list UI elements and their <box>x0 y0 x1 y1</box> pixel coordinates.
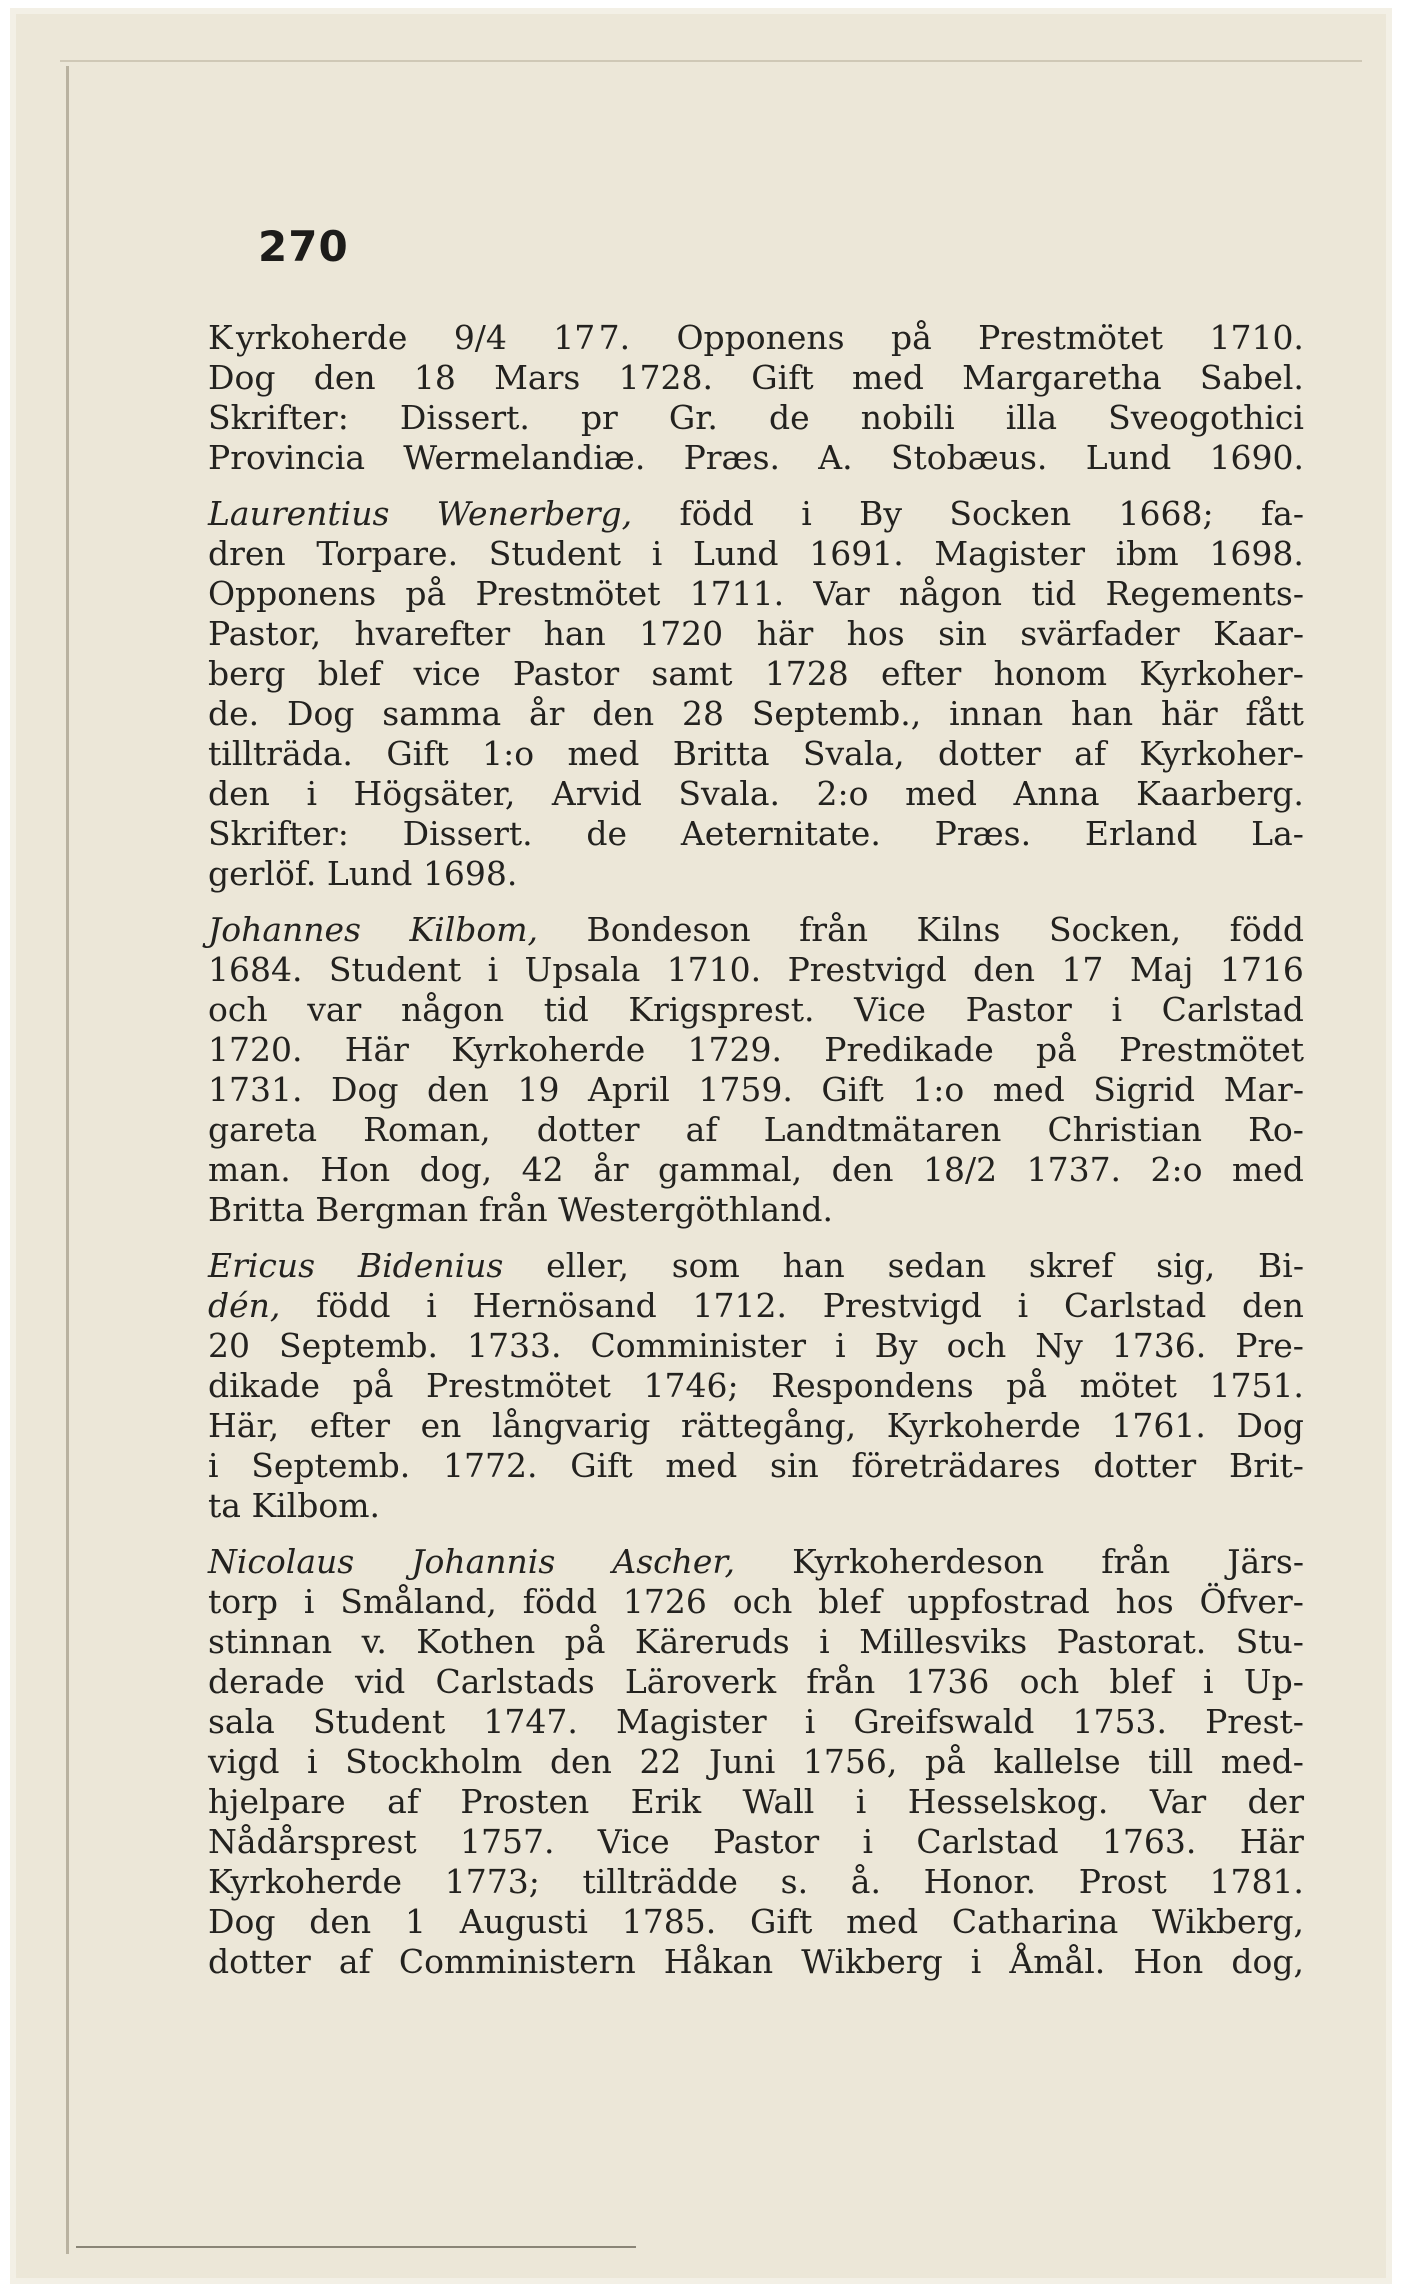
text-line: Nådårsprest 1757. Vice Pastor i Carlstad 1763. Här <box>208 1822 1304 1861</box>
text-line: 1720. Här Kyrkoherde 1729. Predikade på Prestmötet <box>208 1030 1304 1069</box>
text-line: stinnan v. Kothen på Käreruds i Millesviks Pastorat. Stu- <box>208 1622 1304 1661</box>
text-line: K yrkoherde 9/4 17 7. Opponens på Prestmötet 1710. <box>208 318 1304 357</box>
text-line: Skrifter: Dissert. de Aeternitate. Præs. Erland La- <box>208 814 1304 853</box>
text-line: Pastor, hvarefter han 1720 här hos sin svärfader Kaar- <box>208 614 1304 653</box>
text-line: i Septemb. 1772. Gift med sin företrädares dotter Brit- <box>208 1446 1304 1485</box>
text-line: Ericus Bidenius eller, som han sedan skref sig, Bi- <box>208 1246 1304 1285</box>
text-line: Dog den 1 Augusti 1785. Gift med Catharina Wikberg, <box>208 1902 1304 1941</box>
text-line: tillträda. Gift 1:o med Britta Svala, dotter af Kyrkoher- <box>208 734 1304 773</box>
text-line: 1731. Dog den 19 April 1759. Gift 1:o med Sigrid Mar- <box>208 1070 1304 1109</box>
text-line: de. Dog samma år den 28 Septemb., innan han här fått <box>208 694 1304 733</box>
text-line: dikade på Prestmötet 1746; Respondens på mötet 1751. <box>208 1366 1304 1405</box>
text-line: gareta Roman, dotter af Landtmätaren Christian Ro- <box>208 1110 1304 1149</box>
text-line: Dog den 18 Mars 1728. Gift med Margaretha Sabel. <box>208 358 1304 397</box>
text-line: Nicolaus Johannis Ascher, Kyrkoherdeson från Järs- <box>208 1542 1304 1581</box>
text-line: man. Hon dog, 42 år gammal, den 18/2 1737. 2:o med <box>208 1150 1304 1189</box>
text-line: och var någon tid Krigsprest. Vice Pastor i Carlstad <box>208 990 1304 1029</box>
text-line: Skrifter: Dissert. pr Gr. de nobili illa Sveogothici <box>208 398 1304 437</box>
page-top-edge <box>60 60 1362 62</box>
text-line: Kyrkoherde 1773; tillträdde s. å. Honor. Prost 1781. <box>208 1862 1304 1901</box>
text-line: gerlöf. Lund 1698. <box>208 854 518 893</box>
text-line: 1684. Student i Upsala 1710. Prestvigd den 17 Maj 1716 <box>208 950 1304 989</box>
text-line: derade vid Carlstads Läroverk från 1736 och blef i Up- <box>208 1662 1304 1701</box>
body-text <box>208 318 1304 1982</box>
text-line: Opponens på Prestmötet 1711. Var någon tid Regements- <box>208 574 1304 613</box>
text-line: den i Högsäter, Arvid Svala. 2:o med Anna Kaarberg. <box>208 774 1304 813</box>
text-line: vigd i Stockholm den 22 Juni 1756, på kallelse till med- <box>208 1742 1304 1781</box>
page-number: 270 <box>258 222 349 271</box>
text-line: dén, född i Hernösand 1712. Prestvigd i Carlstad den <box>208 1286 1304 1325</box>
text-line: Laurentius Wenerberg, född i By Socken 1668; fa- <box>208 494 1304 533</box>
text-line: 20 Septemb. 1733. Comminister i By och Ny 1736. Pre- <box>208 1326 1304 1365</box>
page-left-edge <box>66 66 69 2254</box>
text-line: ta Kilbom. <box>208 1486 380 1525</box>
text-line: hjelpare af Prosten Erik Wall i Hesselskog. Var der <box>208 1782 1304 1821</box>
page-bottom-rule <box>76 2246 636 2248</box>
text-line: berg blef vice Pastor samt 1728 efter honom Kyrkoher- <box>208 654 1304 693</box>
text-line: torp i Småland, född 1726 och blef uppfostrad hos Öfver- <box>208 1582 1304 1621</box>
text-line: Här, efter en långvarig rättegång, Kyrkoherde 1761. Dog <box>208 1406 1304 1445</box>
text-line: dotter af Comministern Håkan Wikberg i Åmål. Hon dog, <box>208 1942 1304 1981</box>
text-line: Provincia Wermelandiæ. Præs. A. Stobæus. Lund 1690. <box>208 438 1304 477</box>
text-line: Johannes Kilbom, Bondeson från Kilns Socken, född <box>208 910 1304 949</box>
text-line: sala Student 1747. Magister i Greifswald 1753. Prest- <box>208 1702 1304 1741</box>
text-line: dren Torpare. Student i Lund 1691. Magister ibm 1698. <box>208 534 1304 573</box>
text-line: Britta Bergman från Westergöthland. <box>208 1190 833 1229</box>
